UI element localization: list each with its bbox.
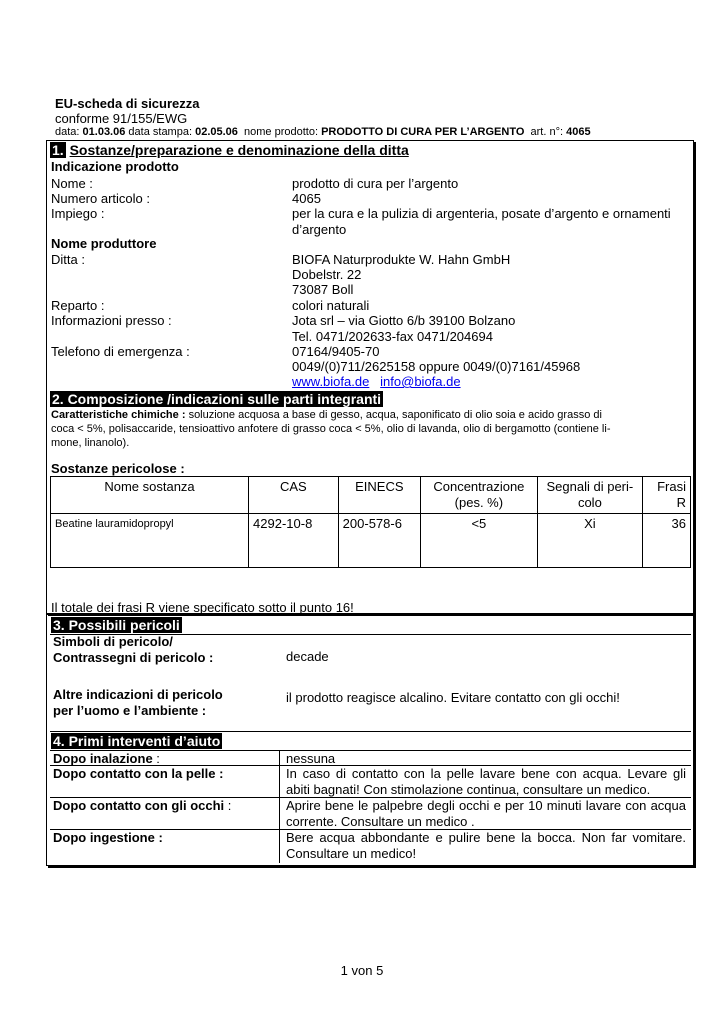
inhalation-label: Dopo inalazione :: [53, 751, 160, 766]
section-4-heading: [51, 733, 222, 750]
header-meta: [55, 125, 591, 139]
product-identification-heading: Indicazione prodotto: [51, 159, 179, 174]
section-3-heading: [51, 617, 182, 634]
substance-hazard-signal: Xi: [537, 514, 642, 568]
department-label: Reparto :: [51, 298, 105, 313]
name-label: Nome :: [51, 176, 93, 191]
name-value: prodotto di cura per l’argento: [292, 176, 459, 191]
emergency-phone-2: 0049/(0)711/2625158 oppure 0049/(0)7161/45968: [292, 359, 581, 374]
website-link[interactable]: www.biofa.de: [292, 374, 370, 389]
ingestion-value: Bere acqua abbondante e pulire bene la bocca. Non far vomitare. Consultare un medico!: [286, 830, 686, 861]
section-3-title: 3. Possibili pericoli: [53, 617, 180, 633]
col-header-substance: Nome sostanza: [51, 477, 249, 514]
ingestion-label: Dopo ingestione :: [53, 830, 163, 845]
company-name: BIOFA Naturprodukte W. Hahn GmbH: [292, 252, 511, 267]
column-divider: [279, 766, 280, 797]
article-value: 4065: [292, 191, 321, 206]
col-header-concentration: Concentrazione (pes. %): [421, 477, 538, 514]
section-4-title: 4. Primi interventi d’aiuto: [53, 733, 221, 749]
substance-concentration: <5: [421, 514, 538, 568]
substance-name: Beatine lauramidopropyl: [51, 514, 249, 568]
table-header-row: [51, 477, 691, 514]
section-3-end-rule: [50, 731, 691, 732]
first-aid-row-ingestion: [50, 829, 691, 863]
company-street: Dobelstr. 22: [292, 267, 362, 282]
substance-cas: 4292-10-8: [249, 514, 339, 568]
col-header-r-phrases: Frasi R: [643, 477, 691, 514]
hazard-symbols-value: decade: [286, 649, 329, 664]
document-title: EU-scheda di sicurezza: [55, 96, 200, 111]
first-aid-row-skin: [50, 765, 691, 797]
email-link[interactable]: info@biofa.de: [380, 374, 461, 389]
chemical-text-2: coca < 5%, polisaccaride, tensioattivo anfotere di grasso coca < 5%, olio di lavanda, olio di bergamotto (contiene li-: [51, 423, 611, 435]
print-date-value: 02.05.06: [195, 126, 238, 138]
other-hazards-label-2: per l’uomo e l’ambiente :: [53, 703, 207, 718]
company-label: Ditta :: [51, 252, 85, 267]
other-hazards-value: il prodotto reagisce alcalino. Evitare contatto con gli occhi!: [286, 690, 620, 705]
skin-contact-value: In caso di contatto con la pelle lavare bene con acqua. Levare gli abiti bagnati! Con stimolazione continua, consultare un medico.: [286, 766, 686, 797]
chemical-characteristics: [51, 408, 687, 422]
emergency-label: Telefono di emergenza :: [51, 344, 190, 359]
date-value: 01.03.06: [82, 126, 126, 138]
print-date-label: data stampa:: [128, 126, 193, 138]
eye-contact-value: Aprire bene le palpebre degli occhi e per 10 minuti lavare con acqua corrente. Consultare un medico .: [286, 798, 686, 829]
article-label: Numero articolo :: [51, 191, 150, 206]
column-divider: [279, 751, 280, 766]
company-city: 73087 Boll: [292, 282, 354, 297]
chemical-text-3: mone, linanolo).: [51, 437, 130, 449]
first-aid-row-inhalation: [50, 750, 691, 766]
chemical-label: Caratteristiche chimiche :: [51, 409, 186, 421]
inhalation-value: nessuna: [286, 751, 336, 766]
article-number-label: art. n°:: [530, 126, 564, 138]
department-value: colori naturali: [292, 298, 370, 313]
use-value: per la cura e la pulizia di argenteria, posate d’argento e ornamenti d’argento: [292, 206, 671, 237]
eye-contact-label: Dopo contatto con gli occhi :: [53, 798, 232, 813]
column-divider: [279, 830, 280, 863]
skin-contact-label: Dopo contatto con la pelle :: [53, 766, 224, 781]
chemical-text-1: soluzione acquosa a base di gesso, acqua, saponificato di olio soia e acido grasso di: [188, 409, 602, 421]
info-address: Jota srl – via Giotto 6/b 39100 Bolzano: [292, 313, 516, 328]
first-aid-row-eyes: [50, 797, 691, 829]
col-header-hazard-signals: Segnali di peri-colo: [537, 477, 642, 514]
section-1-number: 1.: [52, 142, 64, 158]
hazard-symbols-label-1: Simboli di pericolo/: [53, 634, 173, 649]
conformity-note: conforme 91/155/EWG: [55, 111, 188, 126]
section-2-title: 2. Composizione /indicazioni sulle parti integranti: [52, 391, 382, 407]
col-header-cas: CAS: [249, 477, 339, 514]
hazardous-substances-table: [50, 476, 691, 568]
date-label: data:: [55, 126, 80, 138]
table-row: [51, 514, 691, 568]
r-phrases-footnote: Il totale dei frasi R viene specificato sotto il punto 16!: [51, 600, 354, 615]
emergency-phone-1: 07164/9405-70: [292, 344, 380, 359]
col-header-einecs: EINECS: [338, 477, 420, 514]
hazard-symbols-label-2: Contrassegni di pericolo :: [53, 650, 214, 665]
substance-r-phrase: 36: [643, 514, 691, 568]
other-hazards-label-1: Altre indicazioni di pericolo: [53, 687, 223, 702]
use-label: Impiego :: [51, 206, 105, 221]
producer-heading: Nome produttore: [51, 236, 157, 251]
section-2-heading: [50, 391, 383, 408]
column-divider: [279, 798, 280, 829]
section-1-heading: [50, 142, 409, 159]
hazardous-substances-heading: Sostanze pericolose :: [51, 461, 185, 476]
info-label: Informazioni presso :: [51, 313, 172, 328]
product-name-value: PRODOTTO DI CURA PER L’ARGENTO: [321, 126, 525, 138]
section-1-title: Sostanze/preparazione e denominazione della ditta: [69, 142, 409, 158]
contact-links: [292, 374, 461, 390]
info-phone: Tel. 0471/202633-fax 0471/204694: [292, 329, 493, 344]
substance-einecs: 200-578-6: [338, 514, 420, 568]
page-number: 1 von 5: [340, 963, 384, 978]
article-number-value: 4065: [566, 126, 591, 138]
product-name-label: nome prodotto:: [244, 126, 319, 138]
